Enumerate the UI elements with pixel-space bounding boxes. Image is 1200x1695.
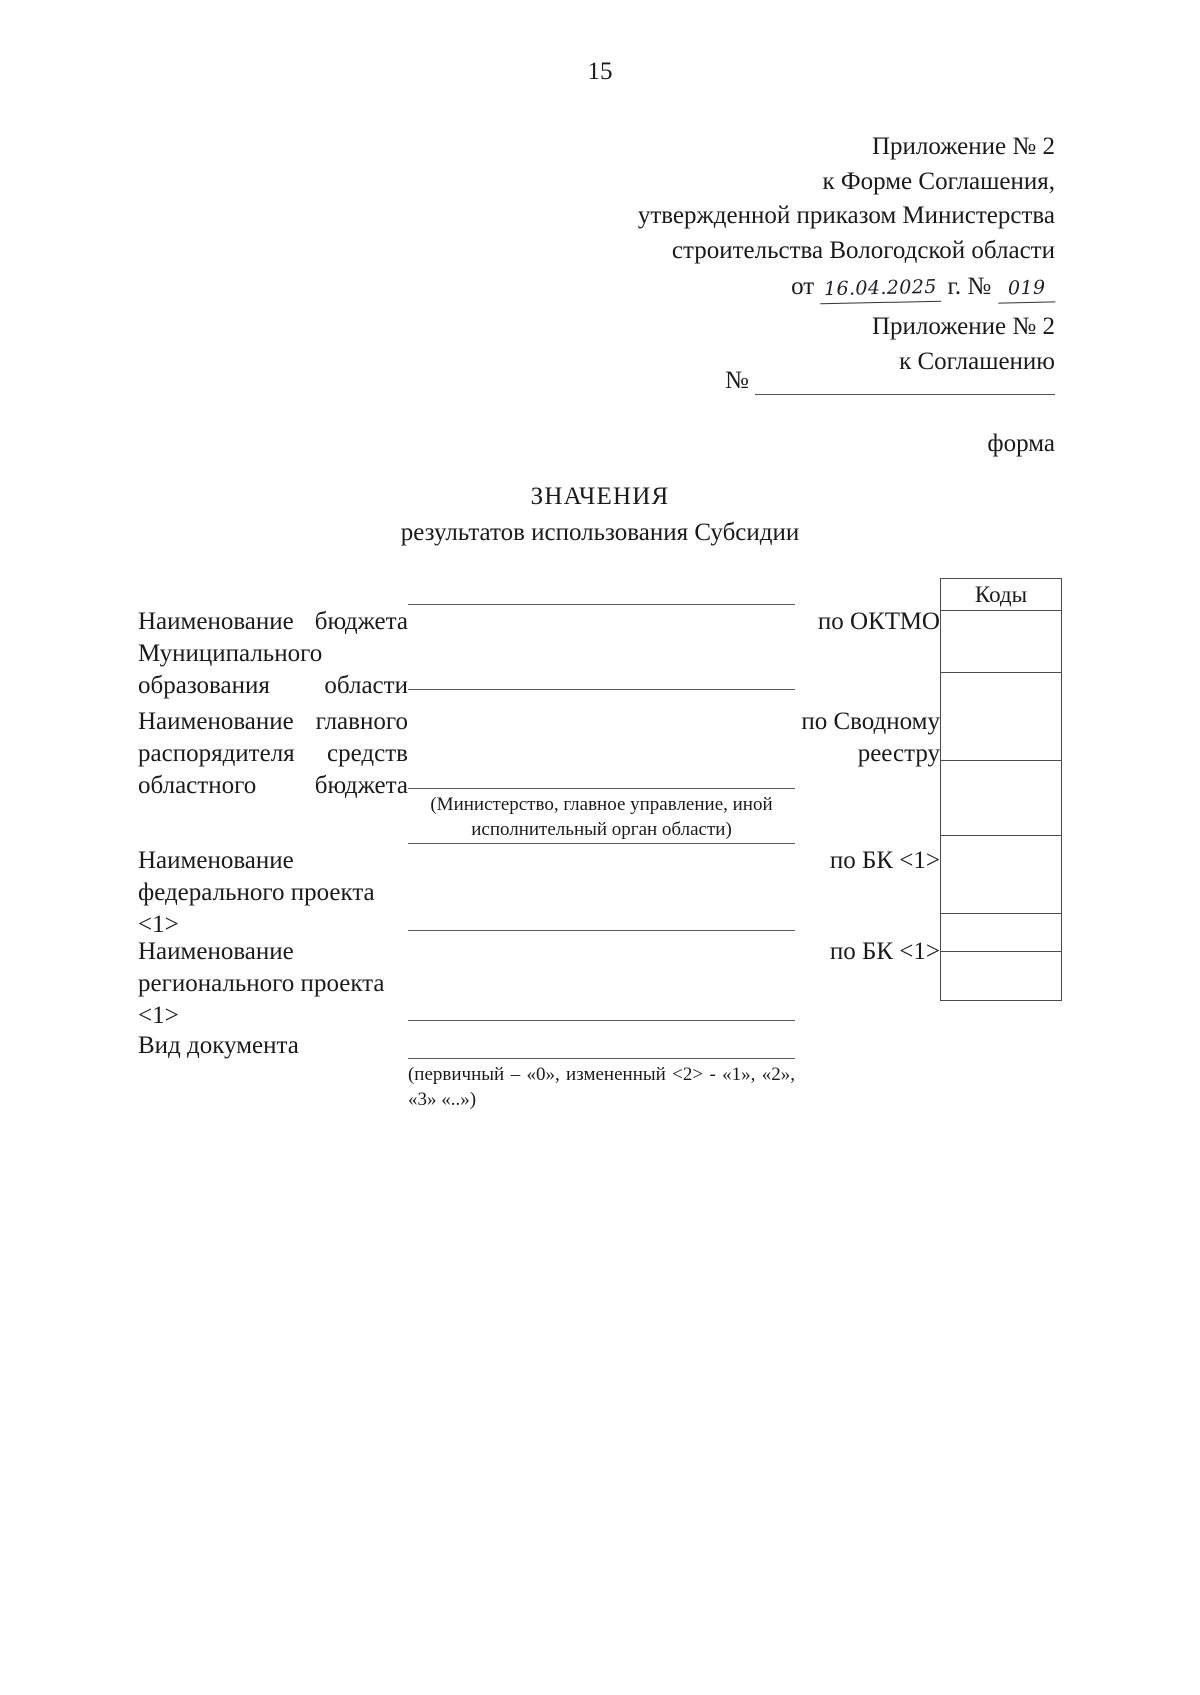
page-number: 15: [587, 58, 613, 85]
agreement-number-label: №: [725, 367, 749, 394]
form-row-regional-project-label: [138, 934, 408, 1032]
form-row-budget-right-label: по ОКТМО: [817, 608, 940, 635]
form-row-administrator-value-wrap: [408, 704, 795, 842]
form-row-budget-input[interactable]: [408, 605, 795, 689]
form-row-document-type-label: Вид документа: [138, 1032, 299, 1059]
appendix-line-2: к Форме Соглашения,: [822, 167, 1055, 195]
form-row-document-type-right-label: [795, 1028, 940, 1030]
form-row-regional-project-rule: [408, 1020, 795, 1021]
form-row-administrator-label: Наименование главного распорядителя средств областного бюджета: [138, 708, 408, 799]
appendix2-line-2: к Соглашению: [899, 347, 1055, 375]
agreement-number-blank[interactable]: [755, 371, 1055, 395]
page-title: ЗНАЧЕНИЯ: [530, 483, 670, 510]
form-row-budget-rule-bottom: [408, 689, 795, 690]
form-row-document-type-input[interactable]: [408, 1028, 795, 1058]
appendix2-line-1: Приложение № 2: [871, 313, 1055, 340]
codes-table: [940, 578, 1062, 1001]
form-row-regional-project-input[interactable]: [408, 934, 795, 1020]
form-row-administrator-input[interactable]: [408, 704, 795, 788]
order-prefix: от: [791, 273, 815, 300]
page-subtitle: результатов использования Субсидии: [400, 519, 800, 546]
forma-label: форма: [987, 430, 1055, 457]
form-row-budget-label: Наименование бюджета Муниципального образования области: [138, 608, 408, 699]
codes-cell-oktmo[interactable]: [941, 611, 1061, 673]
codes-cell-bk-regional[interactable]: [941, 836, 1061, 914]
codes-cell-doc-type[interactable]: [941, 914, 1061, 952]
codes-cell-bk-federal[interactable]: [941, 761, 1061, 836]
codes-cell-svodny-reestr[interactable]: [941, 673, 1061, 761]
form-row-regional-project-value-wrap: [408, 934, 795, 1021]
form-row-federal-project-value-wrap: [408, 843, 795, 931]
form-row-regional-project: [138, 934, 940, 1032]
form-row-federal-project-input[interactable]: [408, 844, 795, 930]
appendix-line-4: строительства Вологодской области: [671, 236, 1055, 264]
form-row-federal-project: [138, 843, 940, 941]
form-row-federal-project-right-label: по БК <1>: [829, 847, 940, 874]
form-row-administrator-right-label: по Сводному реестру: [801, 708, 940, 767]
order-reference-line: [495, 270, 1055, 305]
form-row-federal-project-rule-bottom: [408, 930, 795, 931]
agreement-number-field[interactable]: [725, 367, 1055, 395]
form-row-administrator-note: (Министерство, главное управление, иной исполнительный орган области): [430, 794, 773, 840]
form-row-regional-project-right-label: по БК <1>: [829, 938, 940, 965]
appendix-line-3: утвержденной приказом Министерства: [637, 202, 1055, 229]
appendix-header-block: [495, 130, 1055, 305]
form-row-document-type: [138, 1028, 940, 1112]
order-number-handwritten: 019: [997, 274, 1055, 303]
form-row-budget-value-wrap: [408, 604, 795, 690]
order-date-handwritten: 16.04.2025: [820, 274, 941, 305]
form-row-federal-project-label-text: Наименование федерального проекта <1>: [138, 847, 375, 938]
form-row-document-type-value-wrap: [408, 1028, 795, 1112]
form-row-budget-name: [138, 604, 940, 702]
codes-cell-extra[interactable]: [941, 952, 1061, 1000]
order-middle: г. №: [947, 273, 992, 300]
codes-table-header: Коды: [941, 579, 1061, 611]
form-row-federal-project-label: [138, 843, 408, 941]
form-row-regional-project-label-text: Наименование регионального проекта <1>: [138, 938, 385, 1029]
appendix-line-1: Приложение № 2: [871, 133, 1055, 160]
form-row-administrator: [138, 704, 940, 842]
form-row-document-type-note: (первичный – «0», измененный <2> - «1», «2», «3» «..»): [407, 1064, 796, 1110]
